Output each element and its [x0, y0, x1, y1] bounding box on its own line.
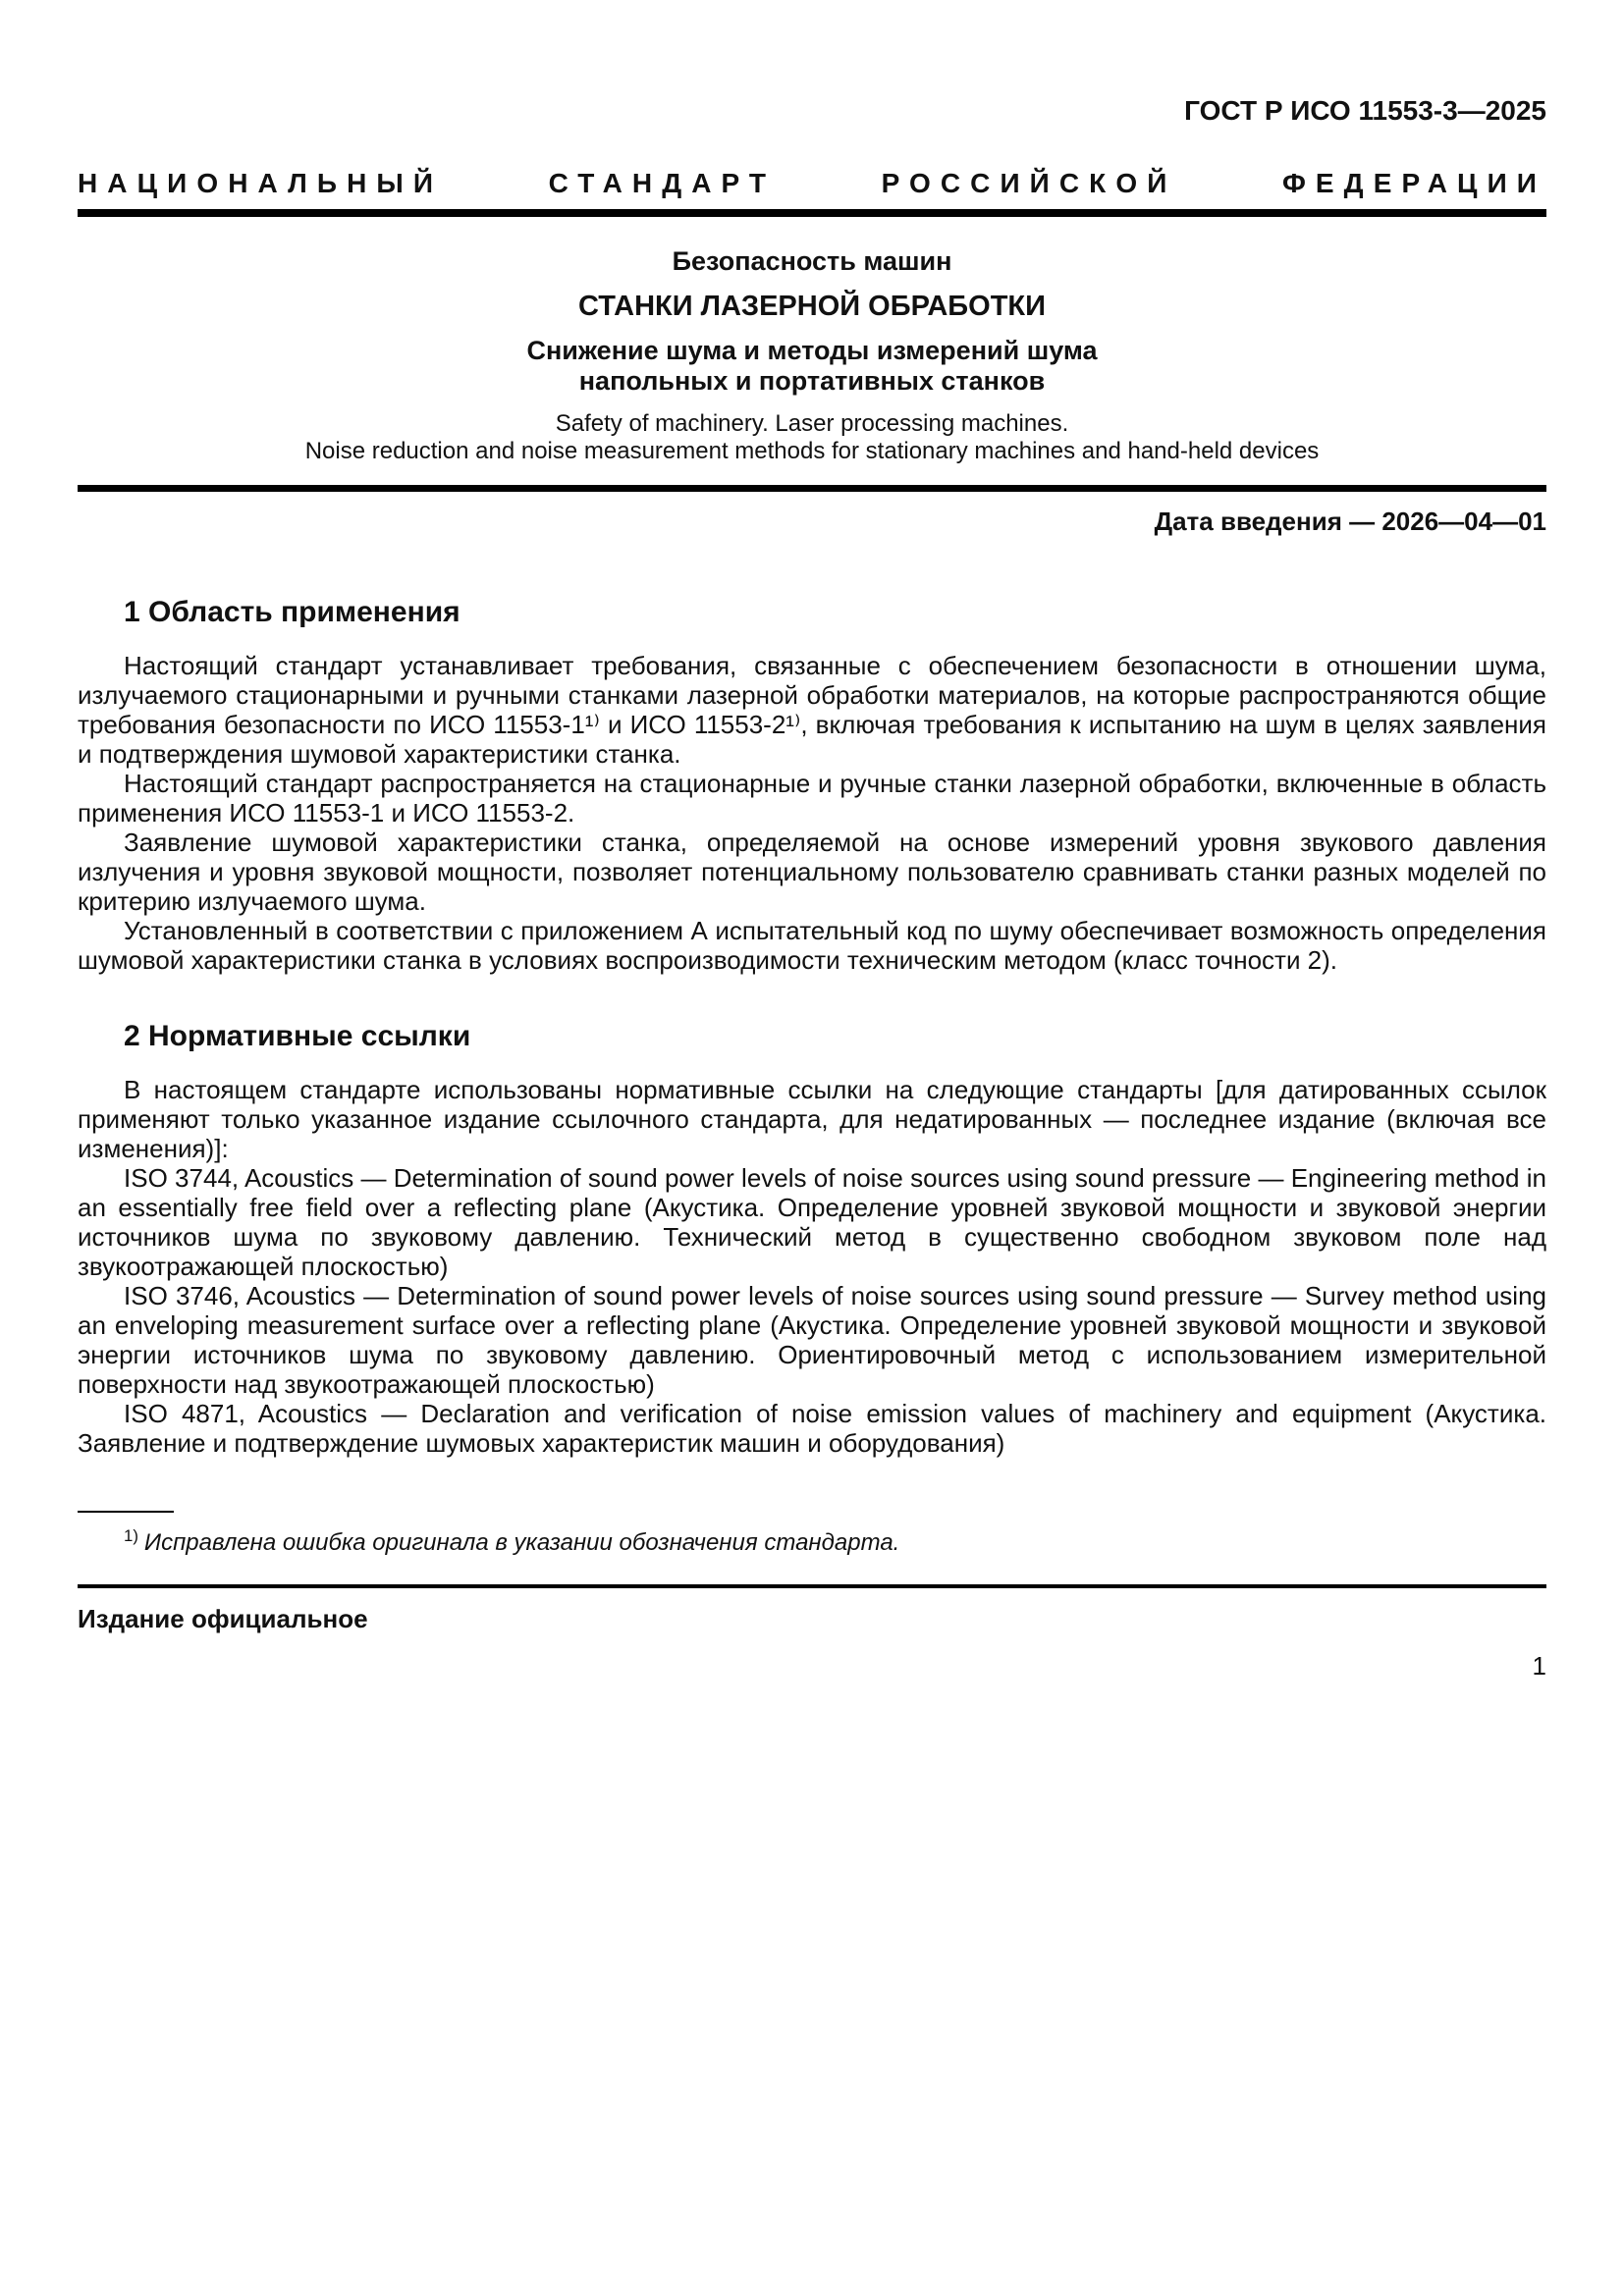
- title-main-ru: СТАНКИ ЛАЗЕРНОЙ ОБРАБОТКИ: [578, 291, 1046, 322]
- title-en: [78, 410, 1546, 465]
- section-2-paragraph: В настоящем стандарте использованы нормативные ссылки на следующие стандарты [для датированных ссылок применяют только указанное издание ссылочного стандарта, для недатированных — последнее издание (включая все изменения)]:: [78, 1075, 1546, 1163]
- section-2-heading: 2 Нормативные ссылки: [124, 1020, 471, 1052]
- official-edition-note: Издание официальное: [78, 1604, 368, 1633]
- page-number: 1: [1532, 1651, 1546, 1681]
- section-1-heading: 1 Область применения: [124, 596, 460, 628]
- section-1-paragraph: Настоящий стандарт распространяется на стационарные и ручные станки лазерной обработки, включенные в область применения ИСО 11553-1 и ИСО 11553-2.: [78, 769, 1546, 828]
- national-standard-banner: НАЦИОНАЛЬНЫЙ СТАНДАРТ РОССИЙСКОЙ ФЕДЕРАЦИИ: [78, 168, 1546, 198]
- header-divider: [78, 209, 1546, 217]
- title-group-ru: Безопасность машин: [672, 246, 952, 276]
- title-subtitle-ru-line2: напольных и портативных станков: [578, 366, 1046, 396]
- footnote-marker: 1): [124, 1526, 138, 1545]
- title-block: [78, 246, 1546, 465]
- title-subtitle-ru: [78, 336, 1546, 397]
- footnote-text: Исправлена ошибка оригинала в указании обозначения стандарта.: [143, 1529, 900, 1556]
- title-subtitle-ru-line1: Снижение шума и методы измерений шума: [526, 336, 1098, 365]
- section-1-paragraph: Настоящий стандарт устанавливает требования, связанные с обеспечением безопасности в отношении шума, излучаемого стационарными и ручными станками лазерной обработки материалов, на которые распространяются общие требования безопасности по ИСО 11553-1¹⁾ и ИСО 11553-2¹⁾, включая требования к испытанию на шум в целях заявления и подтверждения шумовой характеристики станка.: [78, 651, 1546, 769]
- document-code: ГОСТ Р ИСО 11553-3—2025: [1184, 95, 1546, 126]
- title-en-line2: Noise reduction and noise measurement methods for stationary machines and hand-held devices: [304, 438, 1320, 464]
- section-1-paragraph: Установленный в соответствии с приложением А испытательный код по шуму обеспечивает возможность определения шумовой характеристики станка в условиях воспроизводимости техническим методом (класс точности 2).: [78, 916, 1546, 975]
- title-en-line1: Safety of machinery. Laser processing machines.: [555, 410, 1069, 437]
- footer-divider: [78, 1584, 1546, 1588]
- title-divider: [78, 485, 1546, 492]
- footnote: [78, 1522, 1546, 1557]
- footnote-separator: [78, 1511, 174, 1513]
- section-2-paragraph: ISO 3746, Acoustics — Determination of sound power levels of noise sources using sound pressure — Survey method using an enveloping measurement surface over a reflecting plane (Акустика. Определение уровней звуковой мощности и звуковой энергии источников шума по звуковому давлению. Ориентировочный метод с использованием измерительной поверхности над звукоотражающей плоскостью): [78, 1281, 1546, 1399]
- section-2-paragraph: ISO 4871, Acoustics — Declaration and verification of noise emission values of machinery and equipment (Акустика. Заявление и подтверждение шумовых характеристик машин и оборудования): [78, 1399, 1546, 1458]
- section-1-paragraph: Заявление шумовой характеристики станка, определяемой на основе измерений уровня звукового давления излучения и уровня звуковой мощности, позволяет потенциальному пользователю сравнивать станки разных моделей по критерию излучаемого шума.: [78, 828, 1546, 916]
- effective-date: Дата введения — 2026—04—01: [1154, 507, 1546, 536]
- section-2-paragraph: ISO 3744, Acoustics — Determination of sound power levels of noise sources using sound pressure — Engineering method in an essentially free field over a reflecting plane (Акустика. Определение уровней звуковой мощности и звуковой энергии источников шума по звуковому давлению. Технический метод в существенно свободном звуковом поле над звукоотражающей плоскостью): [78, 1163, 1546, 1281]
